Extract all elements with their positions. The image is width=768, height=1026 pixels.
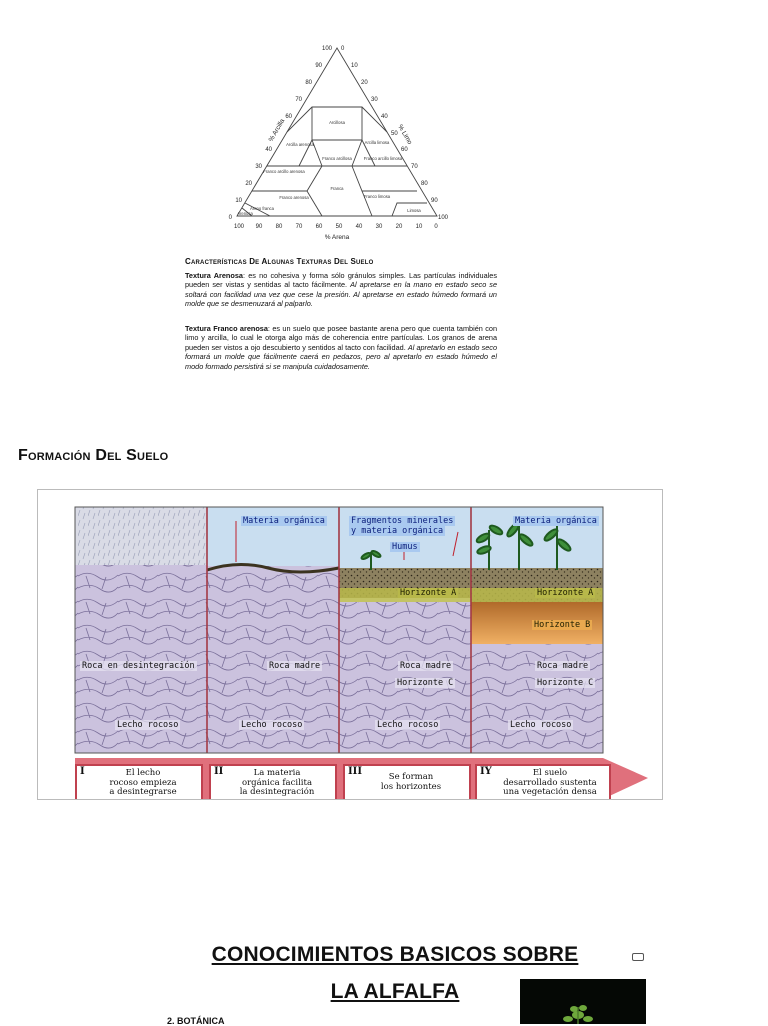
tick-left-0: 0	[228, 215, 232, 221]
soil-formation-diagram	[37, 489, 663, 800]
tick-bottom-70: 70	[295, 224, 303, 230]
alfalfa-title-line1: CONOCIMIENTOS BASICOS SOBRE	[211, 943, 579, 966]
region-arcilla-arenosa	[286, 142, 314, 147]
alfalfa-photo	[520, 979, 646, 1024]
label-roca-madre-2: Roca madre	[269, 661, 321, 671]
label-lecho-rocoso-4: Lecho rocoso	[510, 720, 572, 730]
tick-right-90: 90	[431, 198, 438, 204]
region-franco-arcillo-arenosa: Franco arcillo arenosa	[263, 169, 305, 174]
tick-bottom-0: 0	[434, 224, 438, 230]
label-roca-madre-3: Roca madre	[400, 661, 452, 671]
tick-bottom-50: 50	[335, 224, 343, 230]
stage-3-line1: Se forman	[388, 772, 434, 782]
tick-bottom-30: 30	[375, 224, 383, 230]
label-horizonte-b: Horizonte B	[534, 620, 591, 630]
tick-bottom-20: 20	[395, 224, 403, 230]
tick-bottom-10: 10	[415, 224, 423, 230]
stage-1-number: I	[80, 766, 85, 777]
section-heading: Formación Del Suelo	[18, 447, 169, 464]
label-y-materia: y materia orgánica	[351, 526, 444, 536]
label-humus: Humus	[392, 542, 418, 552]
alfalfa-title-line2: LA ALFALFA	[330, 980, 460, 1003]
tick-bottom-40: 40	[355, 224, 363, 230]
tick-left-30: 30	[255, 164, 262, 170]
stage-2-line2: orgánica facilita	[241, 777, 313, 788]
stage-4-text	[493, 769, 607, 798]
tick-left-60: 60	[285, 114, 292, 120]
tick-right-100: 100	[438, 215, 449, 221]
stage-3-number: III	[348, 766, 363, 777]
stage-3	[343, 764, 471, 800]
term-textura-franco-arenosa: Textura Franco arenosa	[185, 324, 268, 333]
region-franco-arcillo-limosa: Franco arcillo limosa	[363, 156, 403, 161]
label-lecho-rocoso-1: Lecho rocoso	[117, 720, 179, 730]
tick-bottom-90: 90	[255, 224, 263, 230]
tick-left-40: 40	[265, 147, 272, 153]
region-franco-arcillosa: Franco arcillosa	[322, 156, 352, 161]
stage-2-text	[225, 769, 329, 798]
tick-bottom-60: 60	[315, 224, 323, 230]
label-horizonte-a-4: Horizonte A	[537, 588, 594, 598]
label-horizonte-a-3: Horizonte A	[400, 588, 457, 598]
stage-1-line2: rocoso empieza	[109, 777, 177, 788]
label-fragmentos: Fragmentos minerales	[351, 516, 454, 526]
axis-label-limo: % Limo	[396, 123, 414, 146]
label-lecho-rocoso-3: Lecho rocoso	[377, 720, 439, 730]
label-roca-desintegracion: Roca en desintegración	[82, 661, 195, 671]
label-horizonte-c-3: Horizonte C	[397, 678, 454, 688]
paragraph-1-italic: Al apretarse en la mano en estado seco se soltará con facilidad una vez que cese la presión. Al apretarse en estado húmedo formará un molde que se desmenuzará al palparlo.	[185, 280, 497, 309]
stage-1-text	[91, 769, 195, 798]
stage-1-line1: El lecho	[125, 768, 161, 778]
tick-right-70: 70	[411, 164, 418, 170]
stage-2	[209, 764, 337, 800]
label-materia-organica-2: Materia orgánica	[243, 516, 325, 526]
region-arenosa: Arenosa	[237, 211, 253, 216]
paragraph-textura-arenosa	[185, 271, 497, 309]
tick-right-0: 0	[341, 46, 345, 52]
stage-4-line2: desarrollado sustenta	[503, 777, 597, 788]
label-lecho-rocoso-2: Lecho rocoso	[241, 720, 303, 730]
label-horizonte-c-4: Horizonte C	[537, 678, 594, 688]
region-areno-franca: Areno franca	[250, 206, 274, 211]
tick-left-10: 10	[235, 198, 242, 204]
region-limosa: Limosa	[407, 208, 421, 213]
tick-right-40: 40	[381, 114, 388, 120]
tick-right-60: 60	[401, 147, 408, 153]
tick-right-10: 10	[351, 63, 358, 69]
tick-left-70: 70	[295, 97, 302, 103]
stage-3-text	[359, 773, 463, 792]
soil-diagram-artwork	[38, 490, 662, 799]
region-arcillosa: Arcillosa	[329, 120, 345, 125]
label-materia-organica-4: Materia orgánica	[515, 516, 597, 526]
axis-label-arcilla: % Arcilla	[267, 117, 287, 143]
stage-4	[475, 764, 611, 800]
region-franco-limosa: Franco limosa	[363, 194, 391, 199]
tick-bottom-100: 100	[233, 224, 245, 230]
stage-1-line3: a desintegrarse	[109, 787, 177, 797]
stage-3-line2: los horizontes	[380, 781, 442, 792]
tick-right-20: 20	[361, 80, 368, 86]
stage-2-number: II	[214, 766, 224, 777]
term-textura-arenosa: Textura Arenosa	[185, 271, 243, 280]
stage-2-line3: la desintegración	[239, 787, 315, 797]
comment-icon[interactable]	[632, 953, 644, 961]
axis-label-arena: % Arena	[324, 234, 350, 241]
tick-bottom-80: 80	[275, 224, 283, 230]
region-franco-arenosa: Franco arenosa	[279, 195, 309, 200]
label-roca-madre-4: Roca madre	[537, 661, 589, 671]
subsection-botanica: 2. BOTÁNICA	[167, 1016, 225, 1026]
tick-left-20: 20	[245, 181, 252, 187]
region-arcilla-arenosa-text: Arcilla arenosa	[286, 142, 314, 147]
paragraph-textura-franco-arenosa	[185, 324, 497, 371]
region-arcilla-limosa: Arcilla limosa	[364, 140, 390, 145]
stage-2-line1: La materia	[253, 768, 301, 778]
tick-left-100: 100	[321, 46, 332, 52]
stage-4-line1: El suelo	[532, 768, 568, 778]
stage-4-number: IY	[480, 766, 492, 777]
paragraph-2-text: : es un suelo que posee bastante arena pero que cuenta también con limo y arcilla, lo cual le otorga algo más de coherencia entre partículas. Los granos de arena pueden ser vistos a ojo descubierto y sentidos al tacto con facilidad.	[185, 324, 498, 352]
region-franca: Franca	[330, 186, 344, 191]
tick-right-30: 30	[371, 97, 378, 103]
tick-left-90: 90	[315, 63, 322, 69]
tick-left-80: 80	[305, 80, 312, 86]
paragraph-2-italic: Al apretarlo en estado seco formará un molde que fácilmente caerá en pedazos, pero al apretarlo en estado húmedo el modo formado persistirá si se manipula cuidadosamente.	[185, 342, 497, 371]
soil-texture-triangle	[212, 40, 462, 245]
tick-right-50: 50	[391, 131, 398, 137]
caption-title: Características De Algunas Texturas Del Suelo	[185, 257, 374, 266]
tick-right-80: 80	[421, 181, 428, 187]
stage-4-line3: una vegetación densa	[503, 787, 597, 797]
paragraph-1-text: : es no cohesiva y forma sólo gránulos simples. Las partículas individuales pueden ser vistas y sentidas al tacto fácilmente.	[185, 271, 497, 290]
stage-1	[75, 764, 203, 800]
